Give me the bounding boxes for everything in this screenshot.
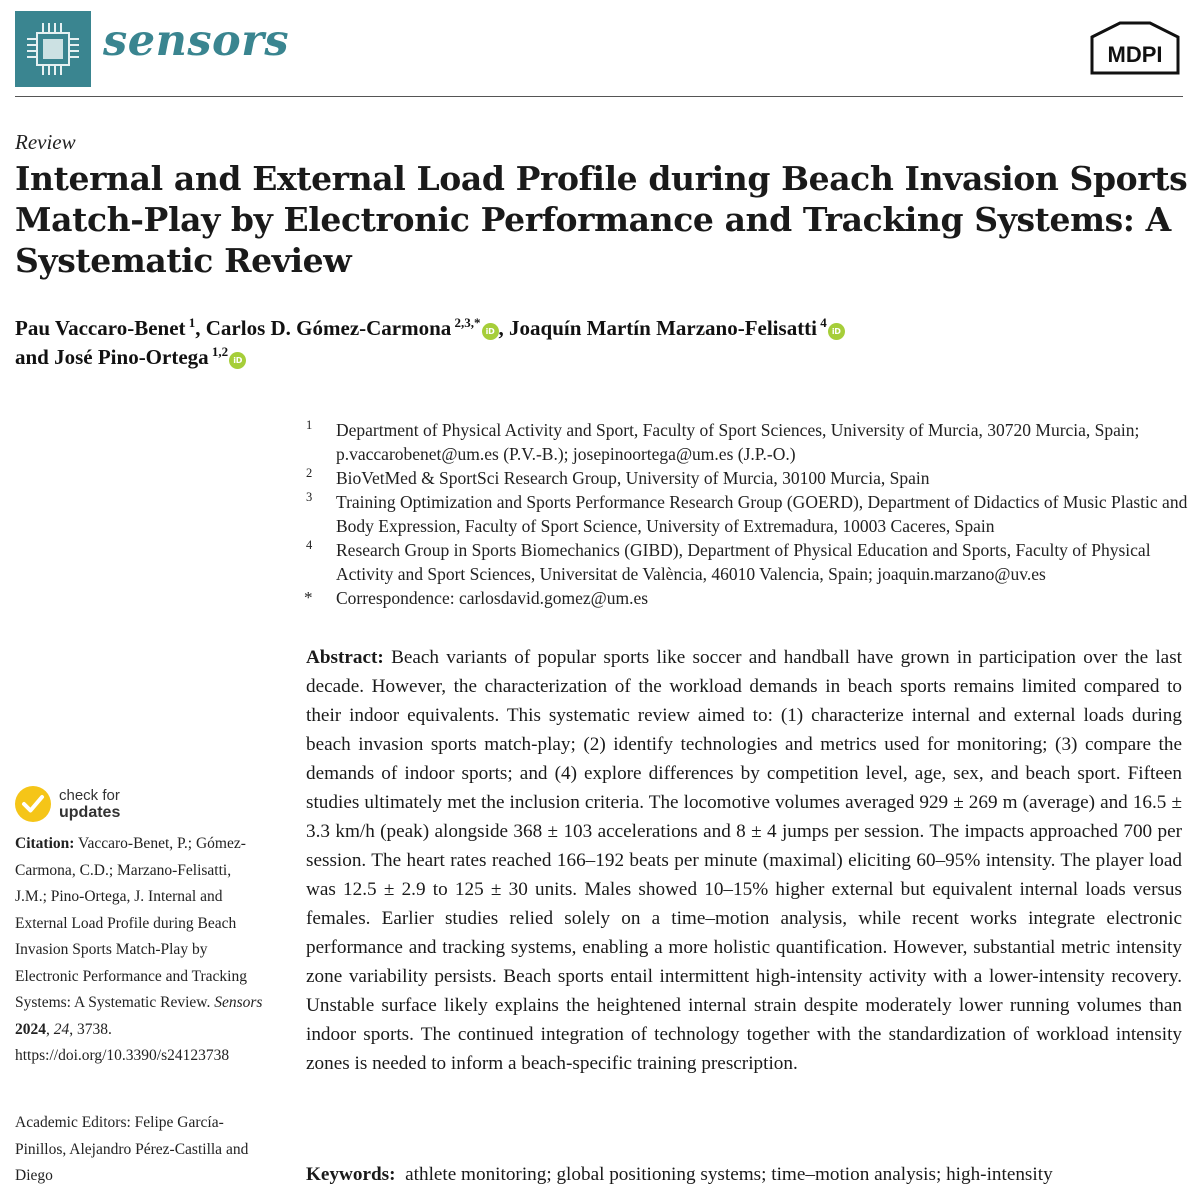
- updates-label: updates: [59, 804, 121, 821]
- keywords: Keywords: athlete monitoring; global positioning systems; time–motion analysis; high-intensity: [306, 1164, 1053, 1185]
- doi-link[interactable]: , 3738. https://doi.org/10.3390/s24123738: [15, 1020, 230, 1064]
- affiliation-item: 3 Training Optimization and Sports Performance Research Group (GOERD), Department of Didactics of Music Plastic and Body Expression, Faculty of Sport Science, University of Extremadura, 10003 Caceres, Spain: [306, 490, 1188, 536]
- affiliation-item: 4 Research Group in Sports Biomechanics (GIBD), Department of Physical Education and Sports, Faculty of Physical Activity and Sport Sciences, Universitat de València, 46010 Valencia, Spain; joaquin.marzano@uv.es: [306, 538, 1151, 584]
- citation: Citation: Vaccaro-Benet, P.; Gómez-Carmona, C.D.; Marzano-Felisatti, J.M.; Pino-Ortega, J. Internal and External Load Profile during Beach Invasion Sports Match-Play by Electronic Performance and Tracking Systems: A Systematic Review. Sensors 2024, 24, 3738. https://doi.org/10.3390/s24123738: [15, 835, 263, 1064]
- affiliation-item: 2 BioVetMed & SportSci Research Group, University of Murcia, 30100 Murcia, Spain: [306, 466, 930, 488]
- orcid-icon[interactable]: iD: [482, 323, 499, 340]
- article-title: Internal and External Load Profile during Beach Invasion Sports Match-Play by Electronic Performance and Tracking Systems: A Systematic Review: [15, 159, 1188, 280]
- orcid-icon[interactable]: iD: [229, 352, 246, 369]
- header-divider: [15, 96, 1183, 97]
- check-for-label: check for: [59, 787, 120, 804]
- correspondence: * Correspondence: carlosdavid.gomez@um.es: [304, 588, 649, 608]
- abstract: Abstract: Beach variants of popular sports like soccer and handball have grown in participation over the last decade. However, the characterization of the workload demands in beach sports remains limited compared to their indoor equivalents. This systematic review aimed to: (1) characterize internal and external loads during beach invasion sports match-play; (2) identify technologies and metrics used for monitoring; (3) compare the demands of indoor sports; and (4) explore differences by competition level, age, sex, and beach sport. Fifteen studies ultimately met the inclusion criteria. The locomotive volumes averaged 929 ± 269 m (average) and 16.5 ± 3.3 km/h (peak) alongside 368 ± 103 accelerations and 8 ± 4 jumps per session. The impacts approached 700 per session. The heart rates reached 166–192 beats per minute (maximal) eliciting 60–95% intensity. The player load was 12.5 ± 2.9 to 125 ± 30 units. Males showed 10–15% higher external but equivalent internal loads versus females. Earlier studies relied solely on a time–motion analysis, while recent works integrate electronic performance and tracking systems, enabling a more holistic quantification. However, substantial metric intensity zone variability persists. Beach sports entail intermittent high-intensity activity with a lower-intensity recovery. Unstable surface likely explains the heightened internal strain despite moderately lower running volumes than indoor sports. The continued integration of technology together with the standardization of workload intensity zones is needed to inform a beach-specific training prescription.: [306, 647, 1182, 1074]
- publisher-name: MDPI: [1107, 42, 1163, 67]
- author-list: Pau Vaccaro-Benet $^1$, Carlos D. Gómez-Carmona $^{2,3,*}$iD , Joaquín Martín Marzano-Felisatti $^4$iD and José Pino-Ortega $^{1,2}$iD: [15, 314, 1190, 372]
- journal-logo: [15, 11, 91, 87]
- author[interactable]: and José Pino-Ortega $^{1,2}$: [15, 344, 229, 369]
- article-type: Review: [15, 130, 76, 154]
- journal-name[interactable]: sensors: [103, 16, 290, 66]
- academic-editors: Academic Editors: Felipe García-Pinillos, Alejandro Pérez-Castilla and Diego: [15, 1114, 249, 1184]
- author[interactable]: Carlos D. Gómez-Carmona $^{2,3,*}$: [205, 315, 481, 340]
- affiliations: [303, 418, 1193, 610]
- author[interactable]: Pau Vaccaro-Benet $^1$: [15, 315, 196, 340]
- check-for-updates-button[interactable]: [15, 786, 175, 824]
- affiliation-item: 1 Department of Physical Activity and Sport, Faculty of Sport Sciences, University of Murcia, 30720 Murcia, Spain; p.vaccarobenet@um.es (P.V.-B.); josepinoortega@um.es (J.P.-O.): [306, 418, 1140, 464]
- checkmark-icon: [15, 786, 51, 822]
- author[interactable]: Joaquín Martín Marzano-Felisatti $^4$: [509, 315, 827, 340]
- orcid-icon[interactable]: iD: [828, 323, 845, 340]
- chip-icon: [15, 11, 91, 87]
- mdpi-logo[interactable]: [1086, 19, 1184, 77]
